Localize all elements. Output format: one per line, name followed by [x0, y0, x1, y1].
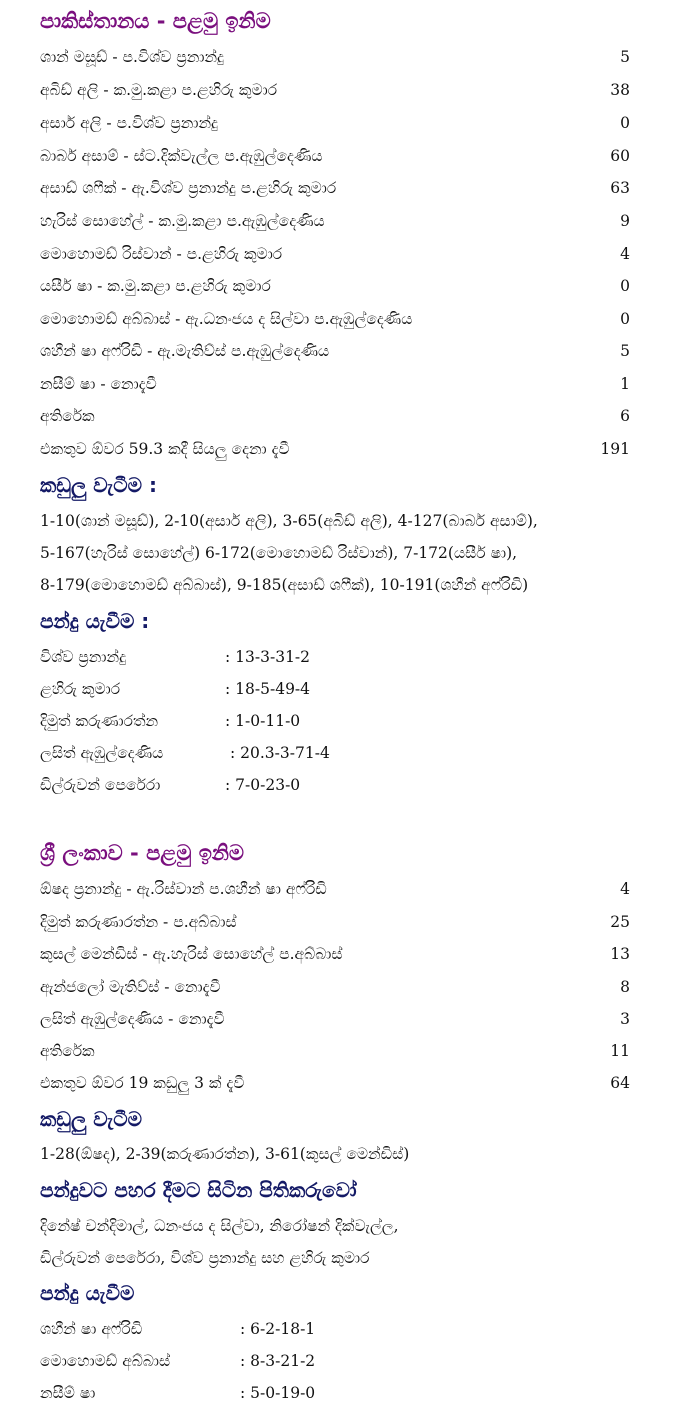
- batting-row: [40, 206, 630, 236]
- pakistan-fow-line: 1-10(ශාන් මසූඩ්), 2-10(අසාර් අලි), 3-65(අබිඩ් අලි), 4-127(බාබර් අසාම්),: [40, 512, 538, 530]
- bowler-name: නසීම් ෂා: [40, 1384, 96, 1402]
- batting-row: [40, 304, 630, 334]
- batting-row: [40, 1004, 630, 1034]
- extras-label: අතිරේක: [40, 407, 95, 425]
- batsman-runs: 4: [620, 880, 630, 898]
- bowler-name: ලසිත් ඇඹුල්දෙණිය: [40, 744, 164, 762]
- batsman-name: ශහීන් ෂා අෆ්රිඩි - ඇ.මැතිව්ස් ප.ඇඹුල්දෙණිය: [40, 342, 330, 360]
- yet-to-bat-line: දිනේෂ් චන්දිමාල්, ධනංජය ද සිල්වා, නිරෝෂන් දික්වැල්ල,: [40, 1217, 399, 1235]
- pakistan-fow-line: 8-179(මොහොමඩ් අබ්බාස්), 9-185(අසාඩ් ශෆීක්), 10-191(ශහීන් අෆ්රිඩි): [40, 576, 529, 594]
- batting-row: [40, 939, 630, 969]
- extras-runs: 6: [620, 407, 630, 425]
- batting-row: [40, 173, 630, 203]
- batsman-name: ලසිත් ඇඹුල්දෙණිය - නොදැවී: [40, 1010, 225, 1028]
- total-label: එකතුව ඕවර 19 කඩුලු 3 ක් දැවී: [40, 1074, 245, 1092]
- bowler-figures: : 20.3-3-71-4: [230, 744, 330, 762]
- batsman-name: අසාඩ් ශෆීක් - ඇ.විශ්ව ප්‍රනාන්දු ප.ළහිරු කුමාර: [40, 179, 337, 197]
- batsman-runs: 38: [610, 81, 630, 99]
- yet-to-bat-line: ඩිල්රුවන් පෙරේරා, විශ්ව ප්‍රනාන්දු සහ ළහිරු කුමාර: [40, 1249, 370, 1267]
- batsman-runs: 5: [620, 342, 630, 360]
- total-row: [40, 434, 630, 464]
- batsman-name: ශාන් මසූඩ් - ප.විශ්ව ප්‍රනාන්දු: [40, 48, 224, 66]
- bowler-figures: : 6-2-18-1: [240, 1320, 316, 1338]
- bowler-figures: : 8-3-21-2: [240, 1352, 316, 1370]
- srilanka-innings-title: ශ්‍රී ලංකාව - පළමු ඉනිම: [40, 841, 245, 865]
- pakistan-fow-line: 5-167(හැරිස් සොහේල්) 6-172(මොහොමඩ් රිස්වාන්), 7-172(යසීර් ෂා),: [40, 544, 518, 562]
- srilanka-fow-title: කඩුලු වැටීම: [40, 1107, 143, 1131]
- batting-row: [40, 907, 630, 937]
- batsman-name: යසීර් ෂා - ක.මු.කළා ප.ළහිරු කුමාර: [40, 277, 271, 295]
- bowler-name: ශහීන් ෂා අෆ්රිඩි: [40, 1320, 143, 1338]
- bowler-name: දිමුත් කරුණාරත්න: [40, 712, 159, 730]
- bowler-name: ඩිල්රුවන් පෙරේරා: [40, 776, 161, 794]
- bowler-name: විශ්ව ප්‍රනාන්දු: [40, 648, 126, 666]
- total-label: එකතුව ඕවර 59.3 කදී සියලු දෙනා දැවී: [40, 440, 290, 458]
- batsman-runs: 13: [610, 945, 630, 963]
- batting-row: [40, 972, 630, 1002]
- batsman-name: අබිඩ් අලි - ක.මු.කළා ප.ළහිරු කුමාර: [40, 81, 278, 99]
- bowler-name: මොහොමඩ් අබ්බාස්: [40, 1352, 171, 1370]
- bowler-figures: : 7-0-23-0: [225, 776, 301, 794]
- batsman-name: නසීම් ෂා - නොදැවී: [40, 375, 157, 393]
- batting-row: [40, 75, 630, 105]
- batsman-name: කුසල් මෙන්ඩිස් - ඇ.හැරිස් සොහේල් ප.අබ්බාස්: [40, 945, 343, 963]
- batsman-name: අසාර් අලි - ප.විශ්ව ප්‍රනාන්දු: [40, 114, 218, 132]
- total-row: [40, 1068, 630, 1098]
- batsman-runs: 0: [620, 114, 630, 132]
- total-runs: 191: [600, 440, 630, 458]
- batsman-name: මොහොමඩ් අබ්බාස් - ඇ.ධනංජය ද සිල්වා ප.ඇඹුල්දෙණිය: [40, 310, 413, 328]
- yet-to-bat-title: පන්දුවට පහර දීමට සිටින පිතිකරුවෝ: [40, 1178, 357, 1202]
- bowler-name: ළහිරු කුමාර: [40, 680, 121, 698]
- batting-row: [40, 874, 630, 904]
- batsman-runs: 3: [620, 1010, 630, 1028]
- bowler-figures: : 1-0-11-0: [225, 712, 301, 730]
- srilanka-fow-line: 1-28(ඕෂද), 2-39(කරුණාරත්න), 3-61(කුසල් මෙන්ඩිස්): [40, 1145, 410, 1163]
- srilanka-bowling-title: පන්දු යැවීම: [40, 1281, 135, 1305]
- batting-row: [40, 141, 630, 171]
- bowler-figures: : 13-3-31-2: [225, 648, 311, 666]
- batting-row: [40, 108, 630, 138]
- batsman-runs: 0: [620, 277, 630, 295]
- total-runs: 64: [610, 1074, 630, 1092]
- batting-row: [40, 42, 630, 72]
- batsman-runs: 25: [610, 913, 630, 931]
- batsman-name: බාබර් අසාම් - ස්ට.දික්වැල්ල ප.ඇඹුල්දෙණිය: [40, 147, 323, 165]
- batting-row: [40, 336, 630, 366]
- batsman-runs: 8: [620, 978, 630, 996]
- pakistan-fow-title: කඩුලු වැටීම :: [40, 473, 157, 497]
- batsman-runs: 9: [620, 212, 630, 230]
- batsman-name: හැරිස් සොහේල් - ක.මු.කළා ප.ඇඹුල්දෙණිය: [40, 212, 325, 230]
- batsman-name: මොහොමඩ් රිස්වාන් - ප.ළහිරු කුමාර: [40, 245, 283, 263]
- batting-row: [40, 271, 630, 301]
- batsman-runs: 4: [620, 245, 630, 263]
- pakistan-innings-title: පාකිස්තානය - පළමු ඉනිම: [40, 9, 271, 33]
- batsman-runs: 5: [620, 48, 630, 66]
- batsman-runs: 1: [620, 375, 630, 393]
- pakistan-bowling-title: පන්දු යැවීම :: [40, 609, 150, 633]
- batsman-name: දිමුත් කරුණාරත්න - ප.අබ්බාස්: [40, 913, 237, 931]
- extras-runs: 11: [610, 1042, 630, 1060]
- batsman-name: ඕෂද ප්‍රනාන්දු - ඇ.රිස්වාන් ප.ශහීන් ෂා අෆ්රිඩි: [40, 880, 327, 898]
- extras-row: [40, 401, 630, 431]
- extras-row: [40, 1036, 630, 1066]
- batsman-runs: 63: [610, 179, 630, 197]
- batsman-runs: 60: [610, 147, 630, 165]
- bowler-figures: : 18-5-49-4: [225, 680, 311, 698]
- extras-label: අතිරේක: [40, 1042, 95, 1060]
- batting-row: [40, 239, 630, 269]
- batsman-runs: 0: [620, 310, 630, 328]
- batting-row: [40, 369, 630, 399]
- batsman-name: ඇන්ජලෝ මැතිව්ස් - නොදැවී: [40, 978, 221, 996]
- bowler-figures: : 5-0-19-0: [240, 1384, 316, 1402]
